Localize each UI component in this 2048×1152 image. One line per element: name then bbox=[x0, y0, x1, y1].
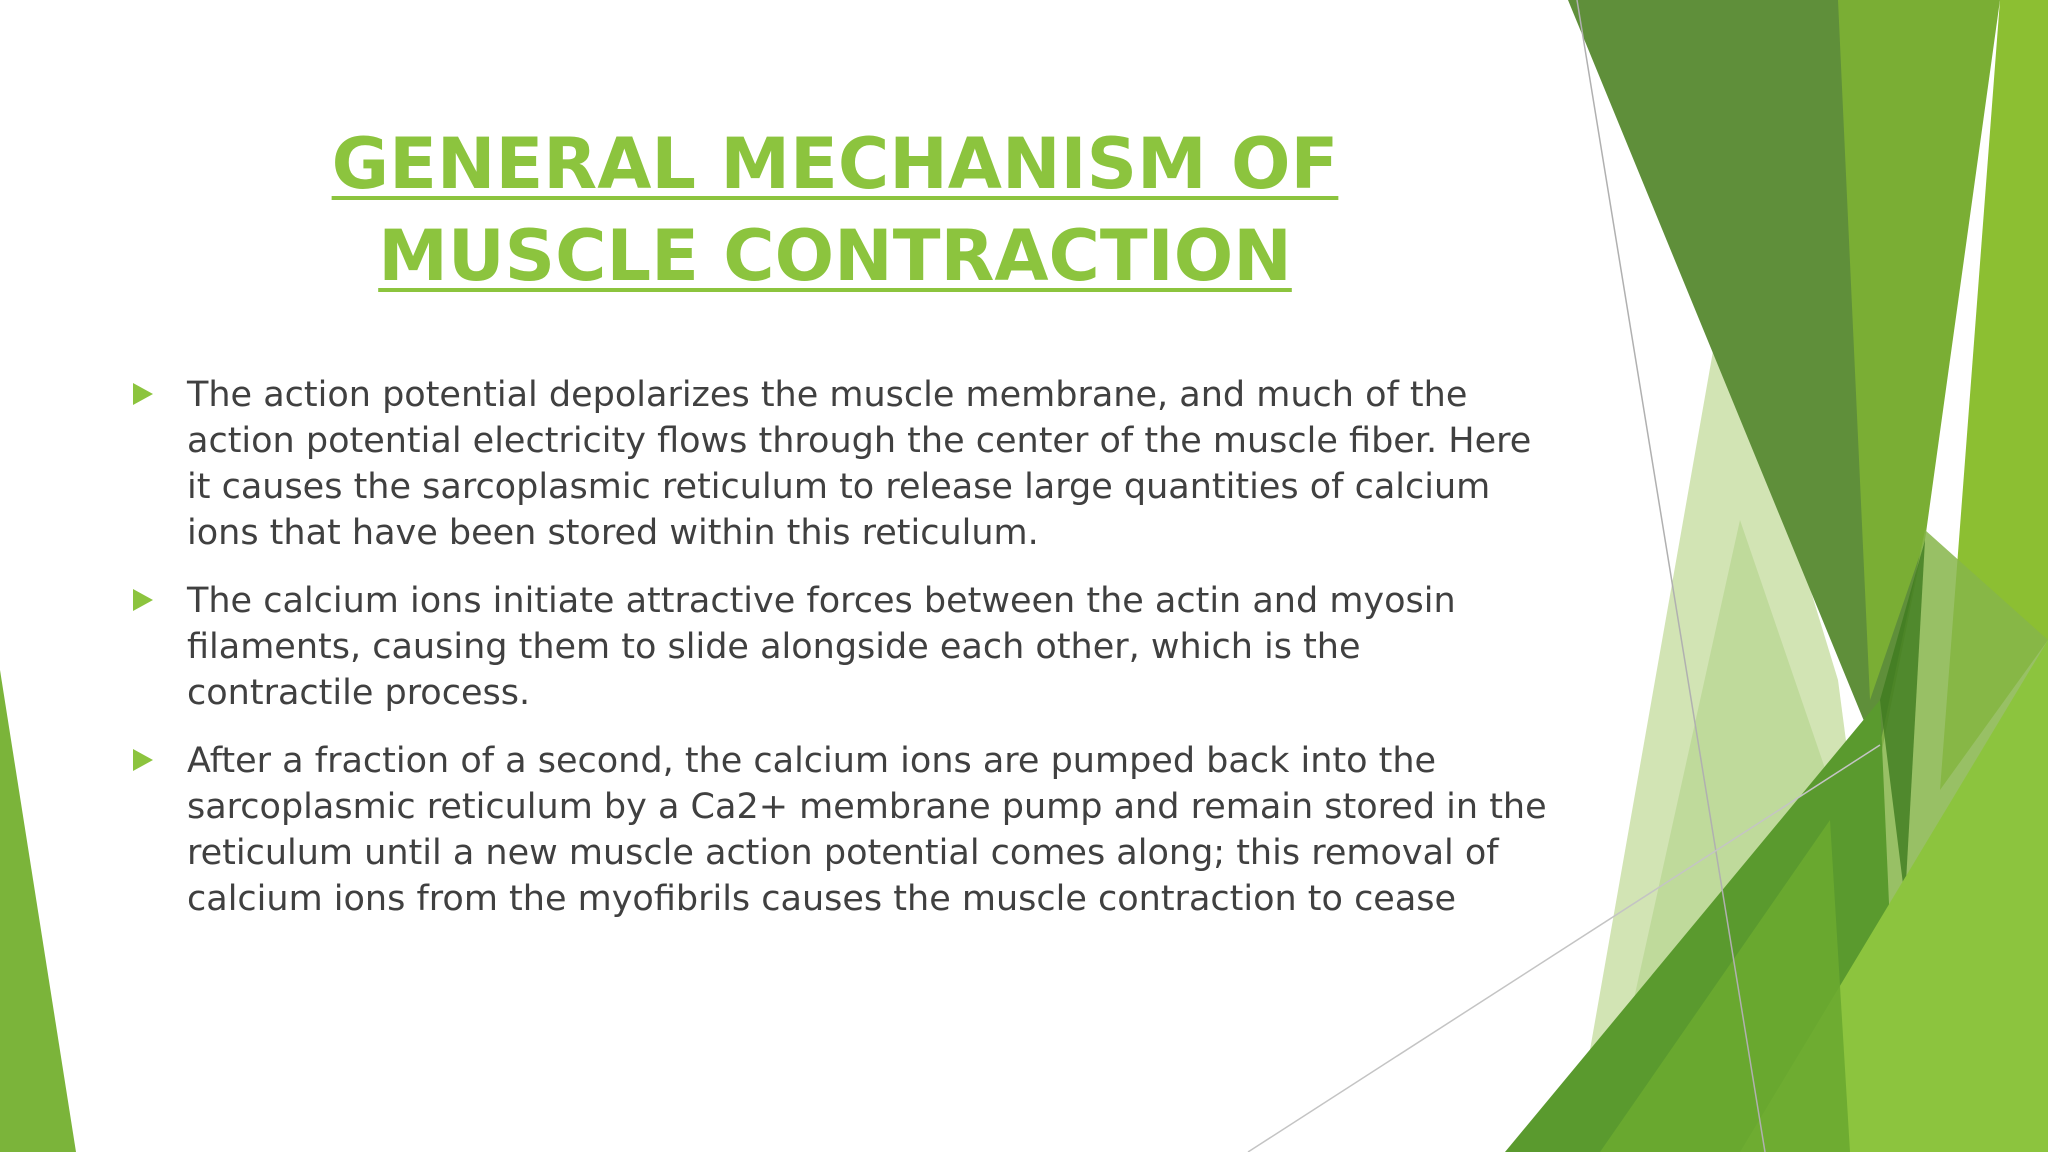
bullet-item bbox=[130, 372, 1550, 556]
bullet-arrow-icon bbox=[133, 383, 153, 405]
slide-title: GENERAL MECHANISM OF MUSCLE CONTRACTION bbox=[331, 123, 1339, 297]
left-facet-shape bbox=[0, 670, 76, 1152]
bullet-text: The calcium ions initiate attractive forces between the actin and myosin filaments, causing them to slide alongside each other, which is the contractile process. bbox=[187, 581, 1456, 713]
bullet-item bbox=[130, 578, 1550, 716]
bullet-text: After a fraction of a second, the calcium ions are pumped back into the sarcoplasmic reticulum by a Ca2+ membrane pump and remain stored in the reticulum until a new muscle action potential comes along; this removal of calcium ions from the myofibrils causes the muscle contraction to cease bbox=[187, 741, 1547, 919]
bullet-arrow-icon bbox=[133, 589, 153, 611]
bullet-arrow-icon bbox=[133, 749, 153, 771]
bullet-text: The action potential depolarizes the muscle membrane, and much of the action potential electricity flows through the center of the muscle fiber. Here it causes the sarcoplasmic reticulum to release large quantities of calcium ions that have been stored within this reticulum. bbox=[187, 375, 1532, 553]
bullet-item bbox=[130, 738, 1550, 922]
bullet-list bbox=[130, 372, 1550, 944]
